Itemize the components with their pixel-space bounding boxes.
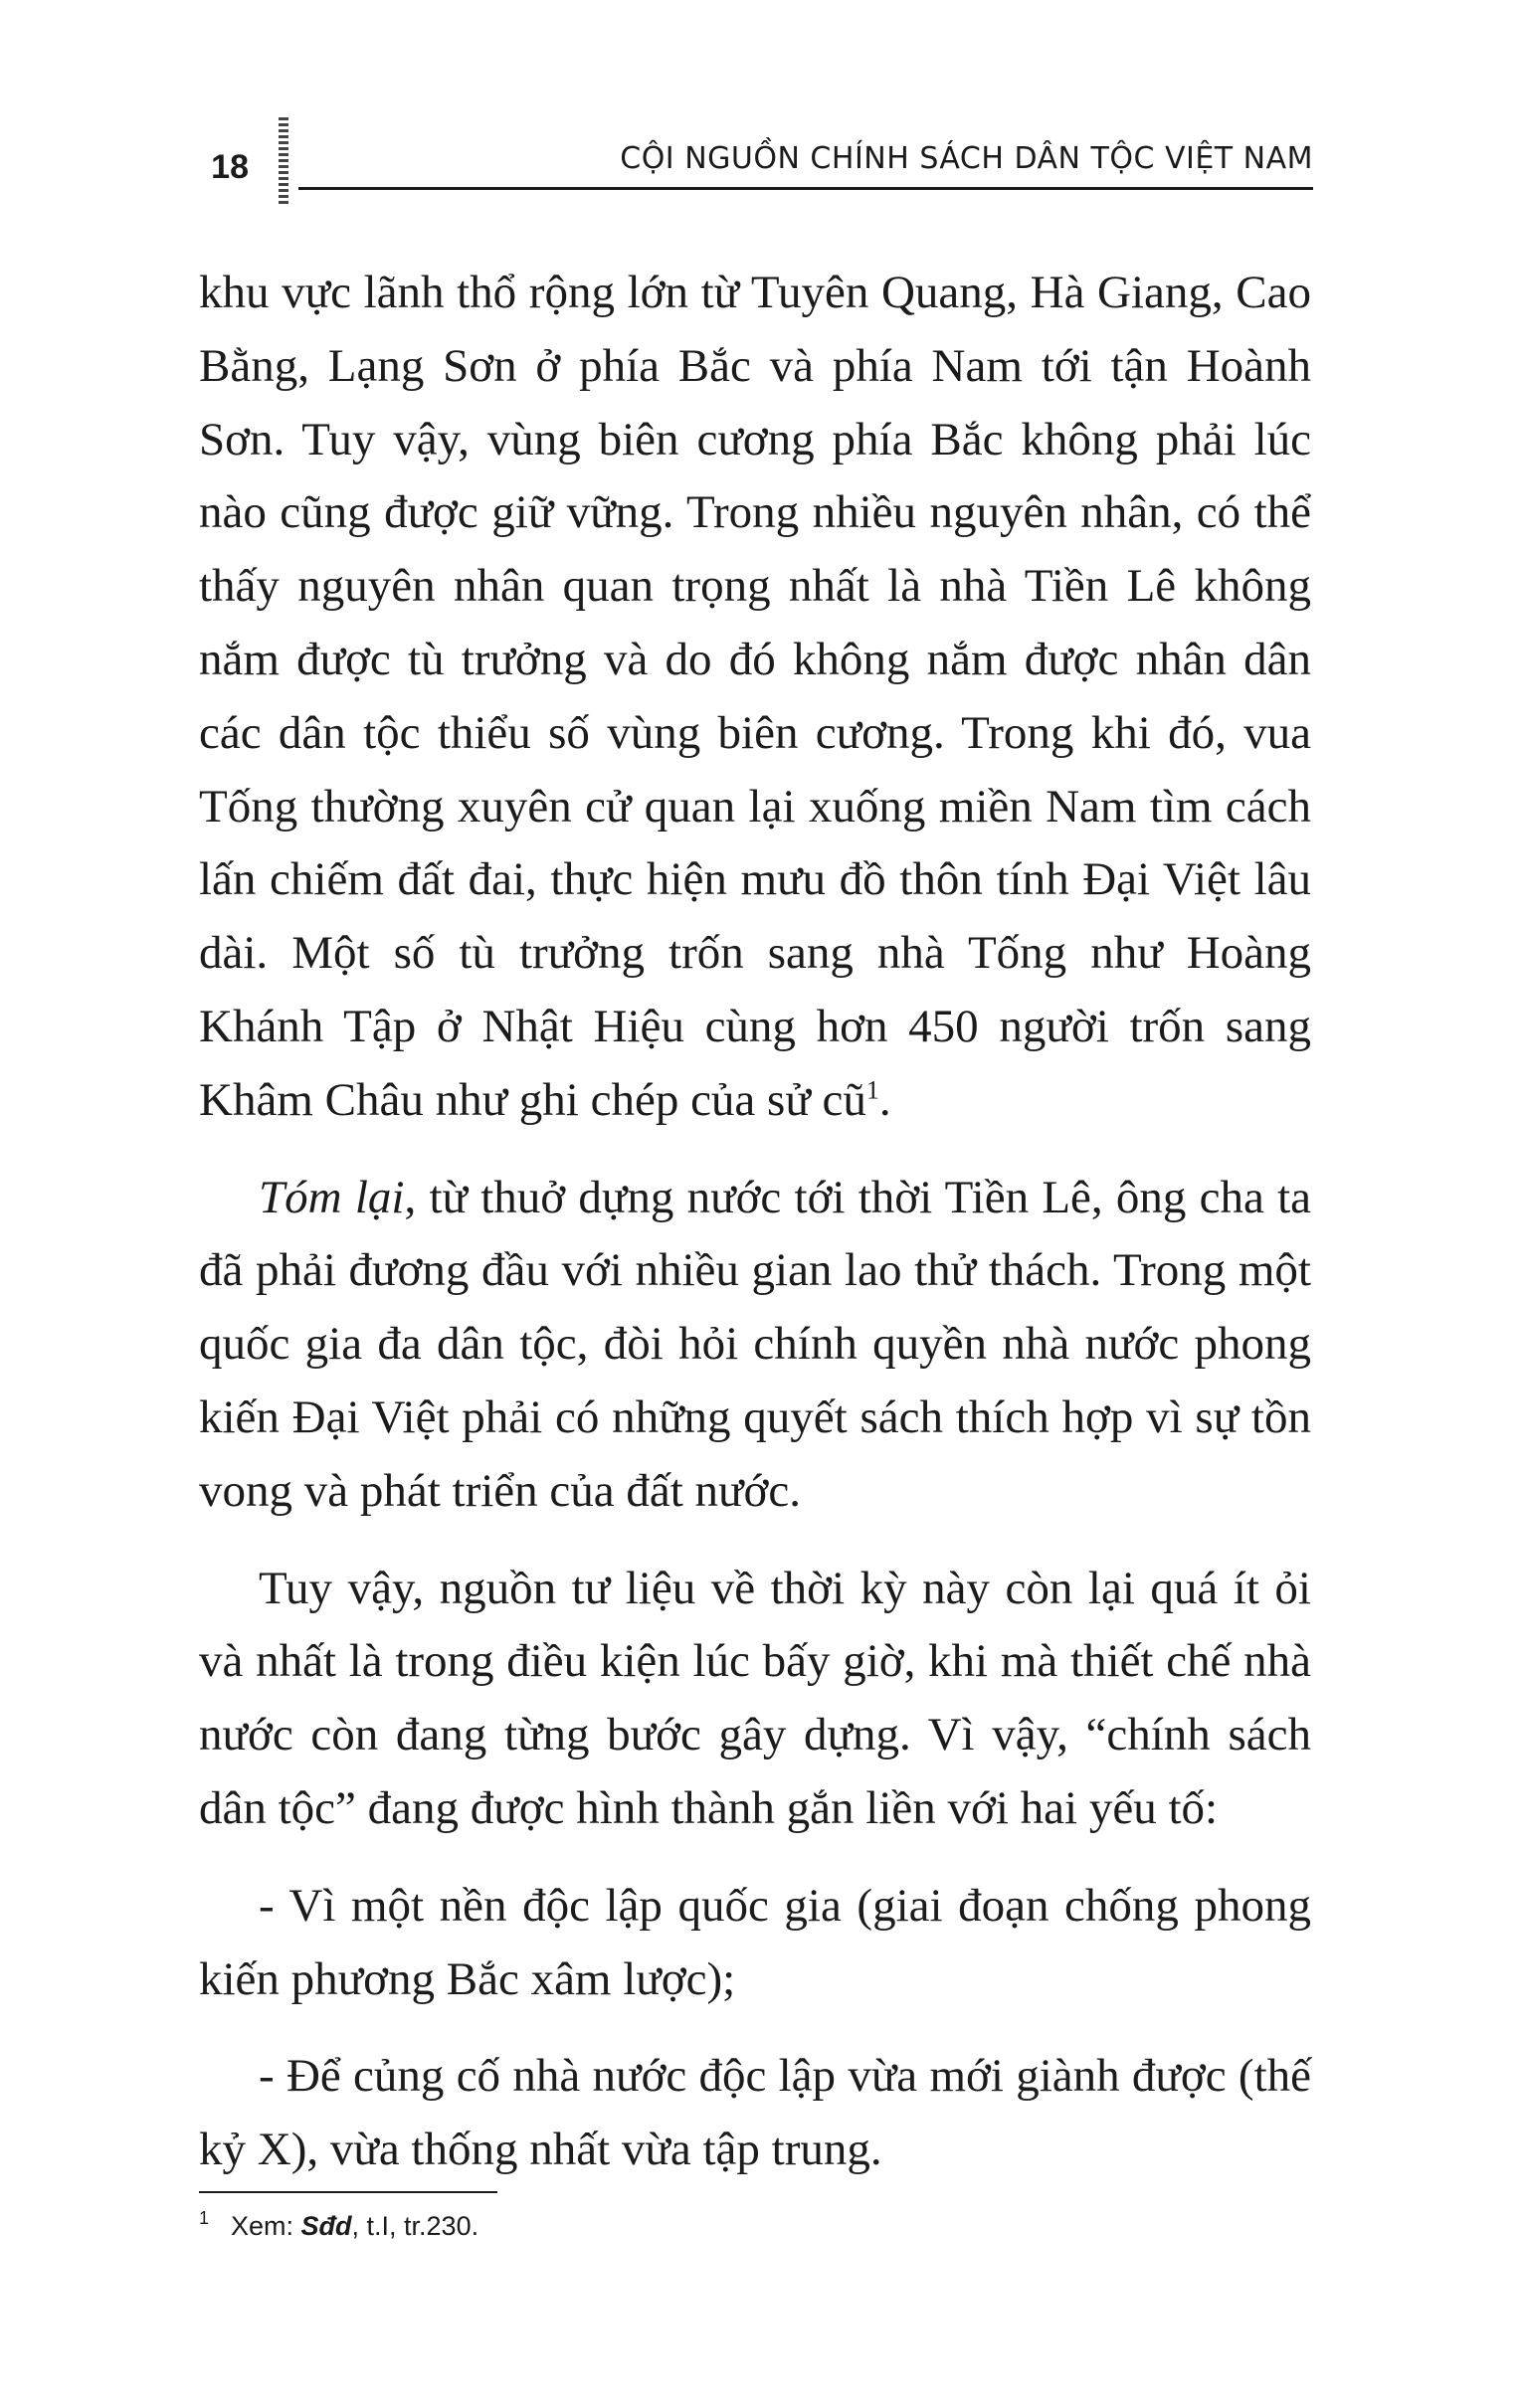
italic-lead: Tóm lại [259, 1171, 405, 1223]
paragraph-text: , từ thuở dựng nước tới thời Tiền Lê, ông cha ta đã phải đương đầu với nhiều gian lao thử thách. Trong một quốc gia đa dân tộc, đòi hỏi chính quyền nhà nước phong kiến Đại Việt phải có những quyết sách thích hợp vì sự tồn vong và phát triển của đất nước. [199, 1171, 1312, 1517]
page-body [199, 257, 1311, 2187]
footnote-source: Sđd [300, 2211, 352, 2241]
footnote-number: 1 [199, 2208, 210, 2228]
paragraph-text-end: . [878, 1073, 891, 1126]
footnote-separator [199, 2191, 497, 2193]
footnote [199, 2206, 1094, 2246]
list-item-independence: - Vì một nền độc lập quốc gia (giai đoạn chống phong kiến phương Bắc xâm lược); [199, 1879, 1311, 2005]
header-rule [298, 187, 1313, 190]
paragraph-text: khu vực lãnh thổ rộng lớn từ Tuyên Quang, Hà Giang, Cao Bằng, Lạng Sơn ở phía Bắc và phía Nam tới tận Hoành Sơn. Tuy vậy, vùng biên cương phía Bắc không phải lúc nào cũng được giữ vững. Trong nhiều nguyên nhân, có thể thấy nguyên nhân quan trọng nhất là nhà Tiền Lê không nắm được tù trưởng và do đó không nắm được nhân dân các dân tộc thiểu số vùng biên cương. Trong khi đó, vua Tống thường xuyên cử quan lại xuống miền Nam tìm cách lấn chiếm đất đai, thực hiện mưu đồ thôn tính Đại Việt lâu dài. Một số tù trưởng trốn sang nhà Tống như Hoàng Khánh Tập ở Nhật Hiệu cùng hơn 450 người trốn sang Khâm Châu như ghi chép của sử cũ [199, 267, 1311, 1126]
paragraph-sources: Tuy vậy, nguồn tư liệu về thời kỳ này còn lại quá ít ỏi và nhất là trong điều kiện lúc bấy giờ, khi mà thiết chế nhà nước còn đang từng bước gây dựng. Vì vậy, “chính sách dân tộc” đang được hình thành gắn liền với hai yếu tố: [199, 1562, 1311, 1834]
footnote-suffix: , t.I, tr.230. [351, 2211, 479, 2241]
paragraph-continuation [199, 257, 1311, 1138]
footnote-reference[interactable]: 1 [865, 1075, 879, 1105]
list-item-consolidation: - Để củng cố nhà nước độc lập vừa mới giành được (thế kỷ X), vừa thống nhất vừa tập trung. [199, 2050, 1311, 2176]
paragraph-summary [199, 1162, 1311, 1529]
footnote-prefix: Xem: [231, 2211, 301, 2241]
header-ornament-divider [279, 117, 288, 205]
page-number: 18 [211, 148, 249, 186]
page-header [179, 117, 1313, 207]
running-title: CỘI NGUỒN CHÍNH SÁCH DÂN TỘC VIỆT NAM [620, 141, 1313, 176]
